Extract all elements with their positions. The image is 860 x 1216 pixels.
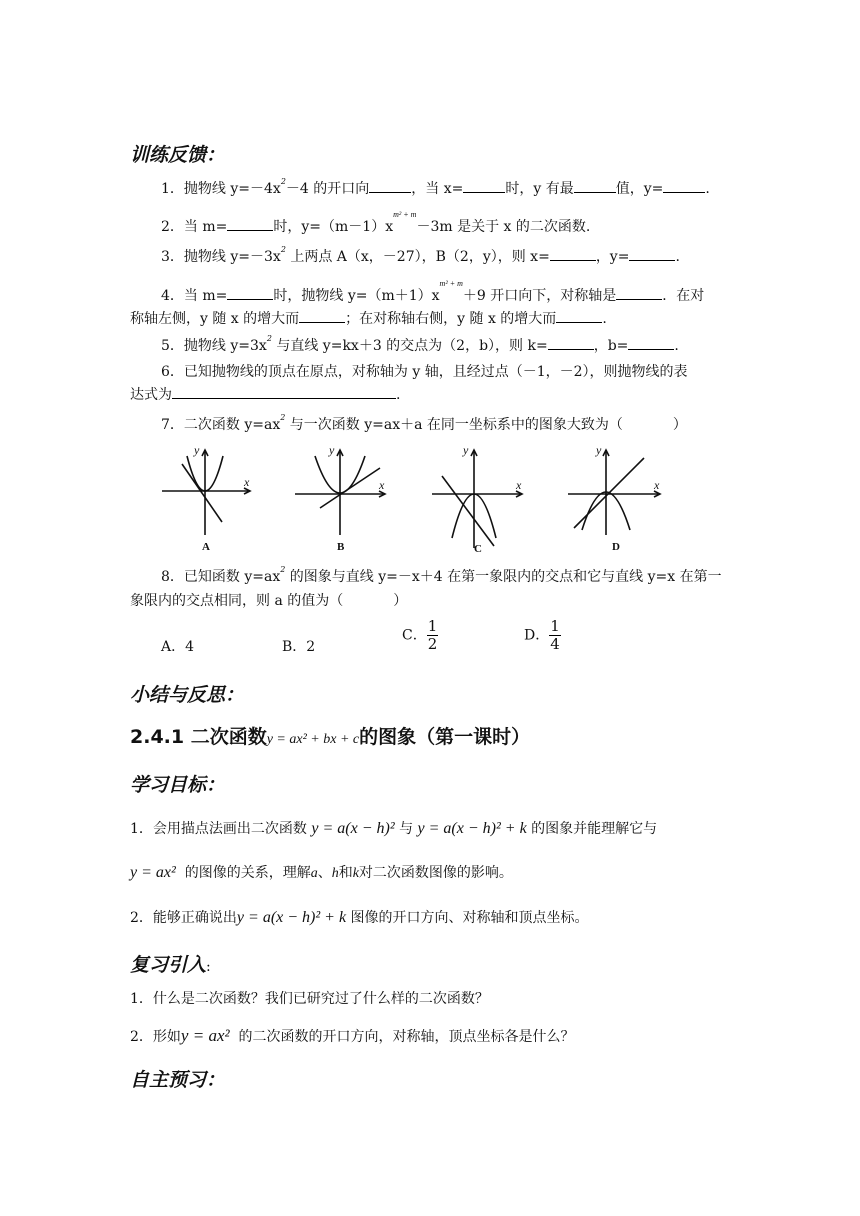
svg-text:y: y — [329, 443, 335, 457]
graph-label-b: B — [337, 541, 345, 553]
graph-b — [295, 450, 385, 535]
option-c: C． $\frac{1}{2}$ — [402, 617, 438, 653]
exercise-2: 2．当 m= 时，$y=(m-1)x^{m^2 + m}-3m$ 是关于 x 的二次函数. — [161, 210, 591, 235]
exercise-8-continued: 象限内的交点相同，则 a 的值为（ ） — [130, 593, 408, 609]
svg-text:x: x — [516, 478, 522, 492]
section-heading-summary: 小结与反思： — [130, 684, 245, 706]
exercise-6: 6．已知抛物线的顶点在原点，对称轴为 y 轴，且经过点（－1，－2），则抛物线的表 — [161, 364, 688, 380]
exercise-4: 4．当 m= 时，抛物线 $y=(m+1)x^{m^2 + m}+9$ 开口向下，对称轴是 ．在对 — [161, 279, 705, 304]
exercise-8: 8．已知函数 $y=ax^2$ 的图象与直线 y=－x＋4 在第一象限内的交点和它与直线 y=x 在第一 — [161, 565, 722, 585]
graph-label-a: A — [202, 541, 210, 553]
review-question-1: 1．什么是二次函数？我们已研究过了什么样的二次函数？ — [130, 991, 489, 1007]
exercise-3: 3．抛物线 $y=-3x^2$ 上两点 A（x，－27），B（2，y），则 x= ，y= . — [161, 245, 680, 265]
svg-text:y: y — [463, 443, 469, 457]
svg-text:x: x — [244, 475, 250, 489]
exercise-4-continued: 称轴左侧，y 随 x 的增大而 ；在对称轴右侧，y 随 x 的增大而 . — [130, 311, 607, 327]
choice-graphs — [150, 438, 690, 556]
goal-1: 1．会用描点法画出二次函数 y = a(x − h)² 与 y = a(x − h)² + k 的图象并能理解它与 — [130, 820, 658, 837]
section-heading-self-study: 自主预习： — [130, 1069, 226, 1091]
goal-2: 2．能够正确说出y = a(x − h)² + k 图像的开口方向、对称轴和顶点坐标。 — [130, 909, 589, 926]
graph-a — [162, 450, 250, 535]
section-heading-learning-goals: 学习目标： — [130, 774, 226, 796]
graph-c — [432, 450, 522, 548]
exercise-6-continued: 达式为 . — [130, 387, 401, 403]
svg-text:x: x — [379, 478, 385, 492]
section-heading-review: 复习引入: — [130, 954, 211, 976]
section-heading-training-feedback: 训练反馈： — [130, 144, 226, 166]
option-a: A．4 — [161, 639, 195, 655]
svg-text:y: y — [194, 443, 200, 457]
option-d: D． $\frac{1}{4}$ — [524, 617, 560, 653]
goal-1-continued: y = ax² 的图像的关系，理解a、h和k对二次函数图像的影响。 — [130, 864, 513, 881]
graph-label-d: D — [612, 541, 620, 553]
graph-d — [568, 450, 660, 535]
review-question-2: 2．形如y = ax² 的二次函数的开口方向，对称轴，顶点坐标各是什么？ — [130, 1026, 575, 1045]
exercise-7: 7．二次函数 $y=ax^2$ 与一次函数 y=ax＋a 在同一坐标系中的图象大致为（ ） — [161, 413, 687, 433]
option-b: B．2 — [282, 639, 316, 655]
exercise-1: 1．抛物线 $y=-4x^2-4$ 的开口向 ，当 x= 时，y 有最 值，y= . — [161, 177, 710, 197]
exercise-5: 5．抛物线 $y=3x^2$ 与直线 y=kx＋3 的交点为（2，b），则 k= ，b= . — [161, 334, 679, 354]
svg-text:y: y — [596, 443, 602, 457]
lesson-title: 2.4.1 二次函数y = ax² + bx + c的图象（第一课时） — [130, 726, 531, 748]
svg-text:x: x — [654, 478, 660, 492]
graph-label-c: C — [474, 543, 482, 555]
